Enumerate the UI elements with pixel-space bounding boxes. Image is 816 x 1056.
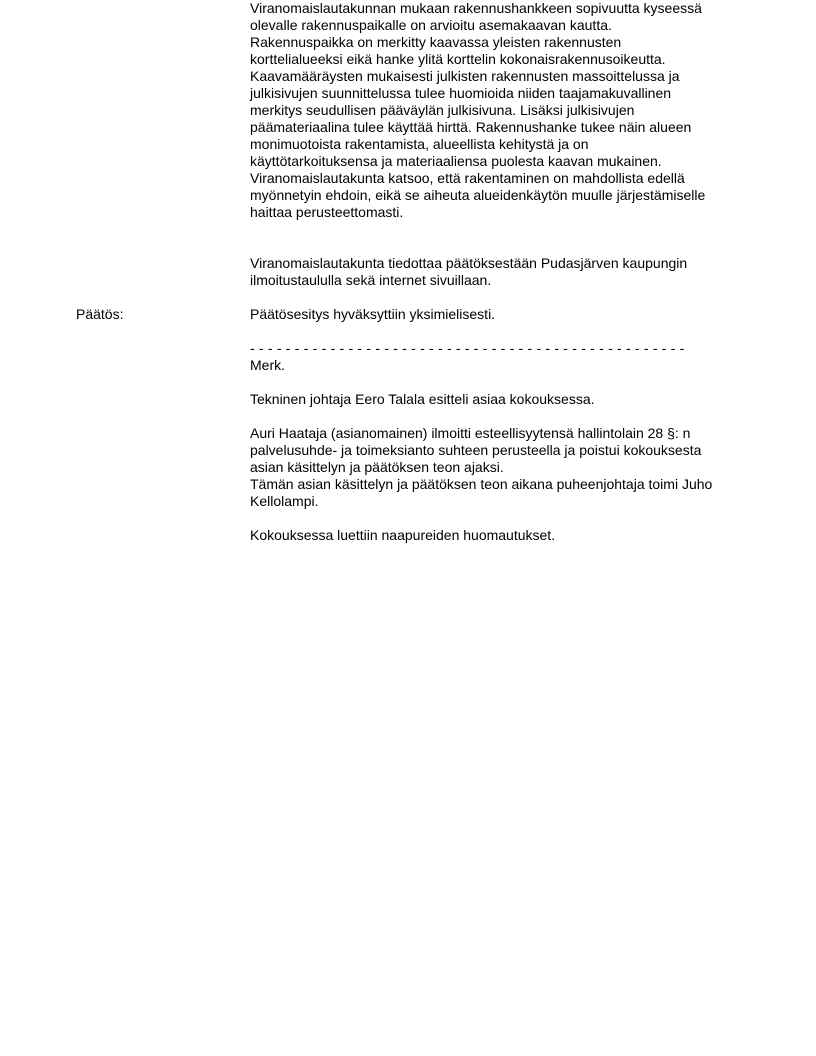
- text-line: Tämän asian käsittelyn ja päätöksen teon aikana puheenjohtaja toimi Juho: [250, 476, 713, 492]
- text-line: Kaavamääräysten mukaisesti julkisten rakennusten massoittelussa ja: [250, 68, 680, 84]
- paragraph-announcement: [250, 255, 750, 289]
- text-line: merkitys seudullisen pääväylän julkisivuna. Lisäksi julkisivujen: [250, 102, 635, 118]
- text-line: päämateriaalina tulee käyttää hirttä. Rakennushanke tukee näin alueen: [250, 119, 692, 135]
- text-line: olevalle rakennuspaikalle on arvioitu asemakaavan kautta.: [250, 17, 612, 33]
- text-line: palvelusuhde- ja toimeksianto suhteen perusteella ja poistui kokouksesta: [250, 442, 702, 458]
- text-line: Viranomaislautakunnan mukaan rakennushankkeen sopivuutta kyseessä: [250, 0, 702, 16]
- note-presenter: [250, 391, 750, 408]
- text-line: myönnetyin ehdoin, eikä se aiheuta alueidenkäytön muulle järjestämiselle: [250, 187, 706, 203]
- note-neighbors: [250, 527, 750, 544]
- text-line: Merk.: [250, 357, 285, 373]
- text-line: Kokouksessa luettiin naapureiden huomautukset.: [250, 527, 556, 543]
- text-line: korttelialueeksi eikä hanke ylitä korttelin kokonaisrakennusoikeutta.: [250, 51, 666, 67]
- note-disqualification: [250, 425, 750, 510]
- text-line: Viranomaislautakunta katsoo, että rakentaminen on mahdollista edellä: [250, 170, 685, 186]
- dashed-separator: - - - - - - - - - - - - - - - - - - - - - - - - - - - - - - - - - - - - - - - - - - - - - - - - -: [250, 340, 685, 356]
- text-line: Päätösesitys hyväksyttiin yksimielisesti.: [250, 306, 496, 322]
- text-line: julkisivujen suunnittelussa tulee huomioida niiden taajamakuvallinen: [250, 85, 672, 101]
- text-line: käyttötarkoituksensa ja materiaaliensa puolesta kaavan mukainen.: [250, 153, 662, 169]
- text-line: Rakennuspaikka on merkitty kaavassa yleisten rakennusten: [250, 34, 622, 50]
- text-line: asian käsittelyn ja päätöksen teon ajaksi.: [250, 459, 504, 475]
- text-line: Auri Haataja (asianomainen) ilmoitti esteellisyytensä hallintolain 28 §: n: [250, 425, 691, 441]
- decision-label: Päätös:: [76, 306, 124, 322]
- text-line: Viranomaislautakunta tiedottaa päätöksestään Pudasjärven kaupungin: [250, 255, 688, 271]
- separator: [250, 340, 750, 357]
- decision-text: [250, 306, 750, 323]
- merk-heading: [250, 357, 750, 374]
- text-line: Kellolampi.: [250, 493, 319, 509]
- paragraph-rationale: [250, 0, 750, 221]
- text-line: haittaa perusteettomasti.: [250, 204, 404, 220]
- text-line: ilmoitustaululla sekä internet sivuillaan.: [250, 272, 492, 288]
- text-line: monimuotoista rakentamista, alueellista kehitystä ja on: [250, 136, 589, 152]
- text-line: Tekninen johtaja Eero Talala esitteli asiaa kokouksessa.: [250, 391, 595, 407]
